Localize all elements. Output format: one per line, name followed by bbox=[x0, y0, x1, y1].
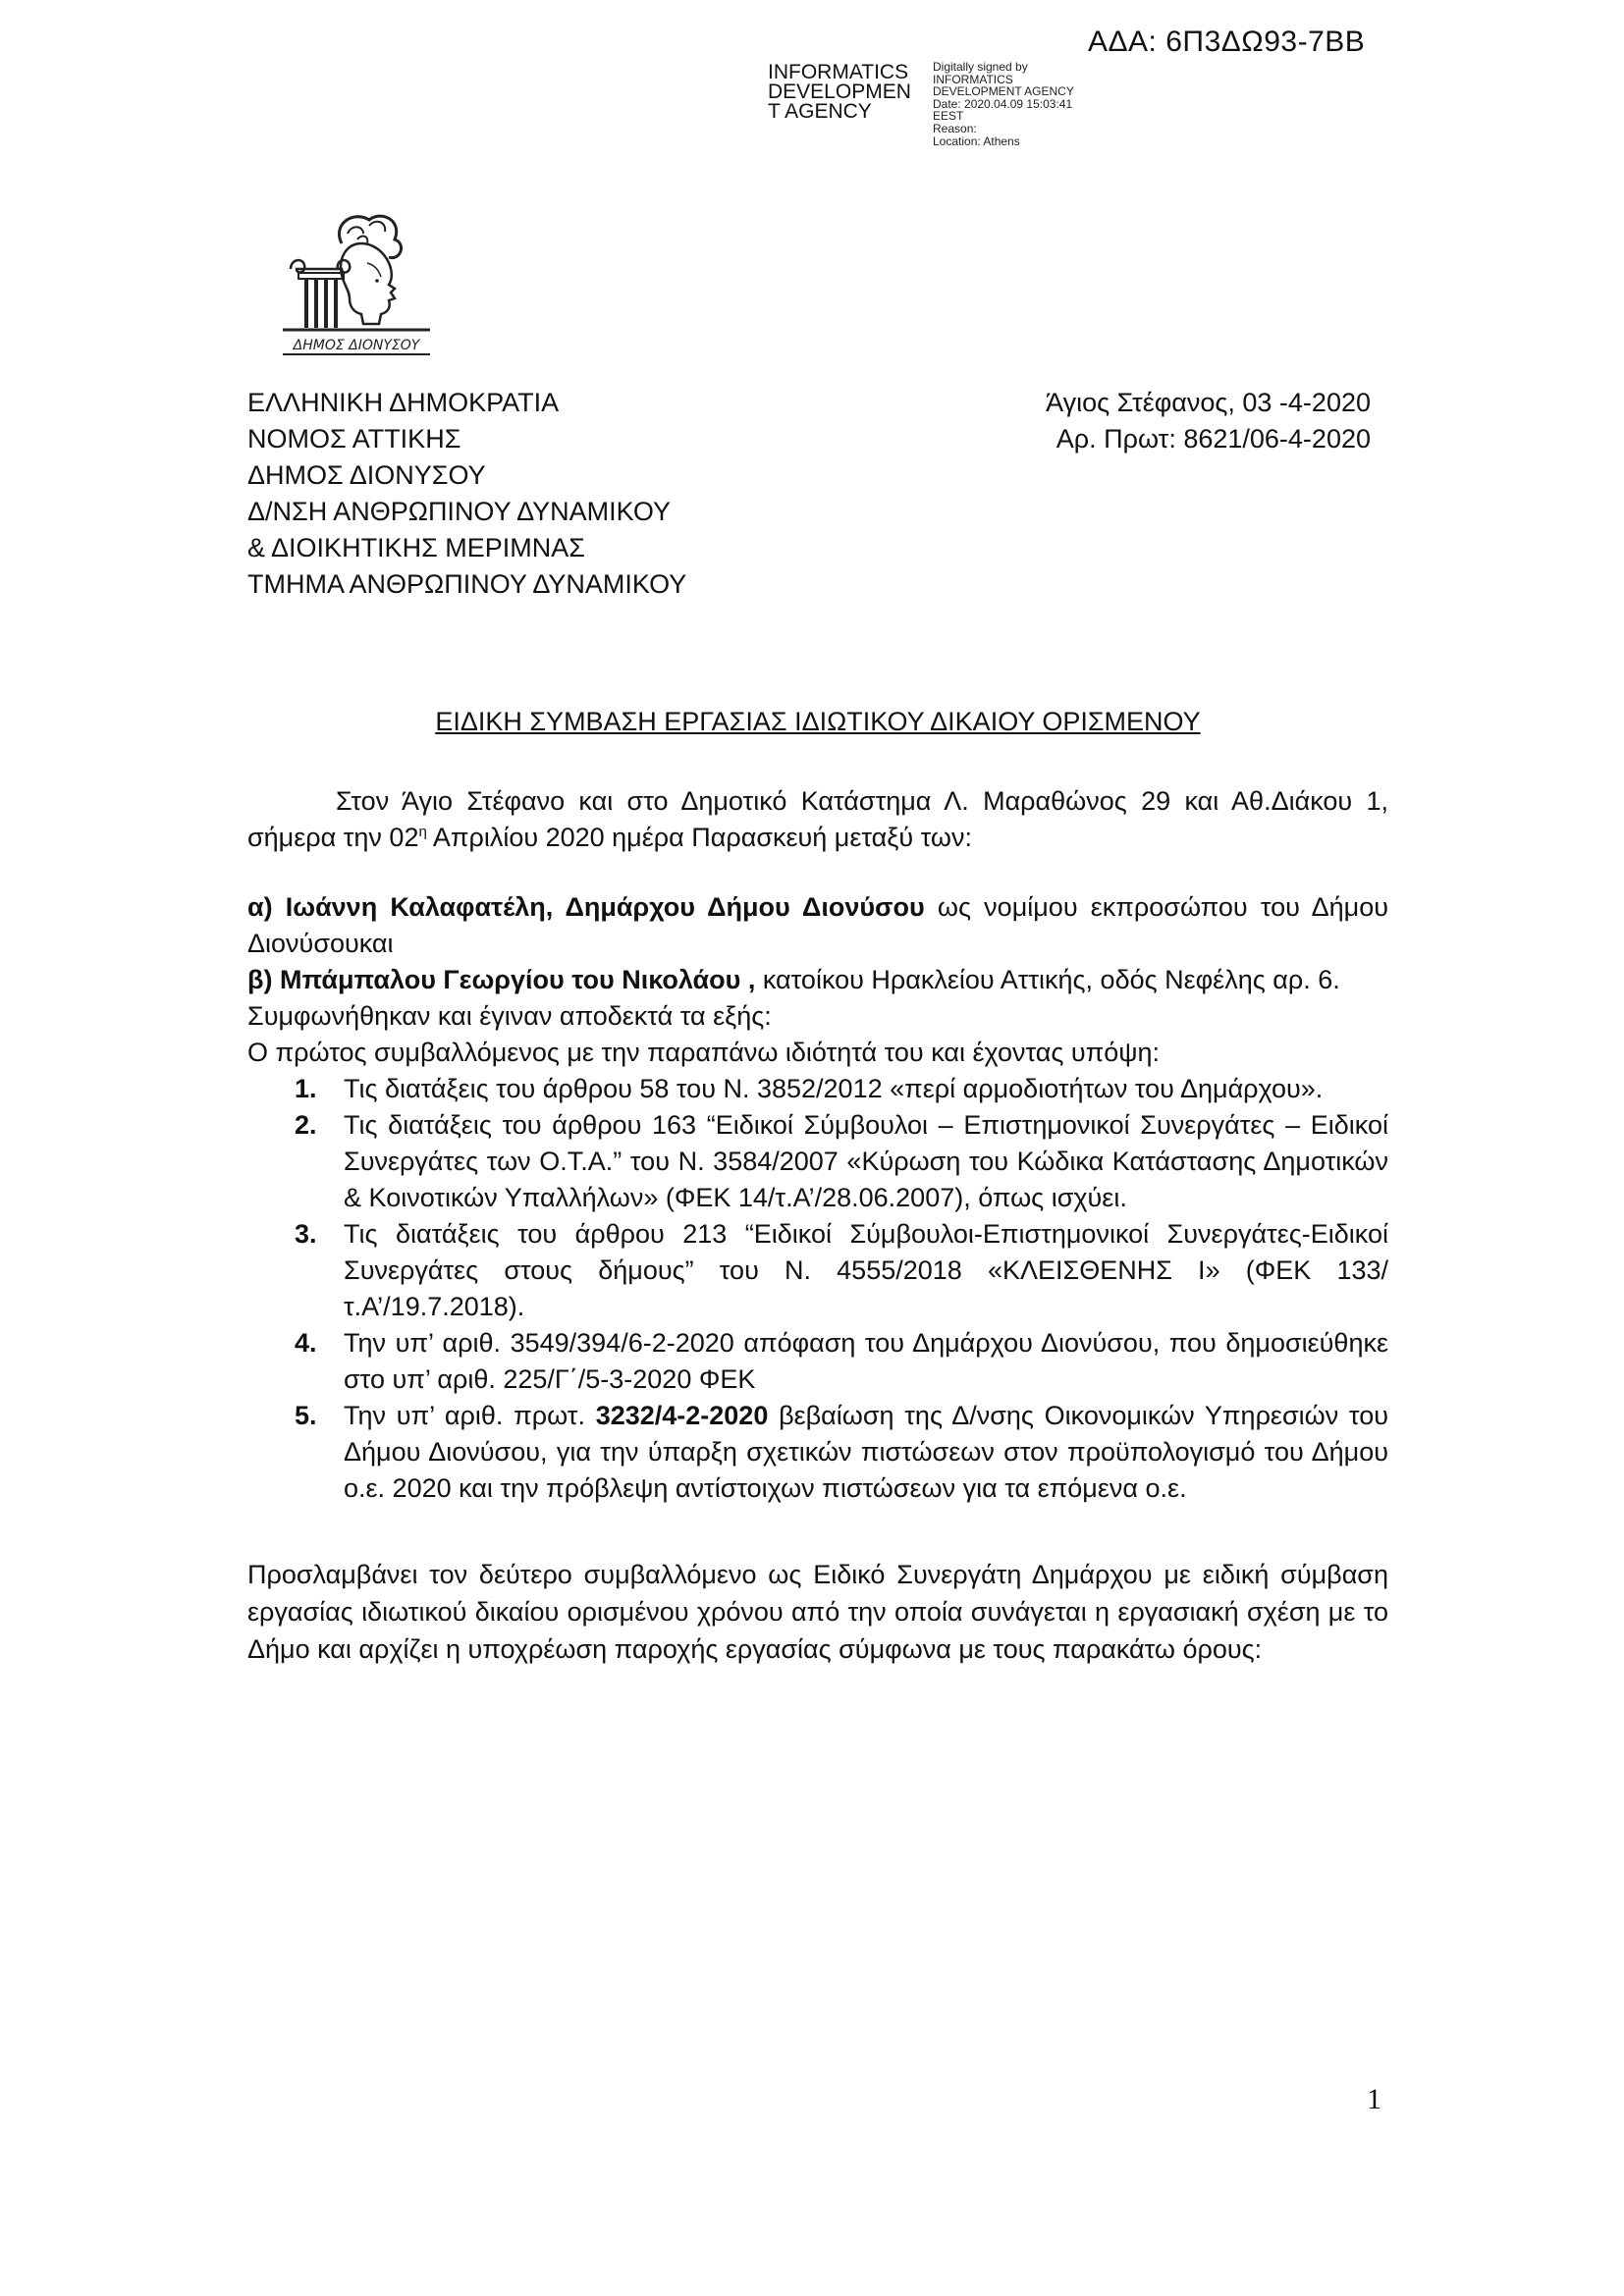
party-b-name: β) Μπάμπαλου Γεωργίου του Νικολάου , bbox=[247, 965, 756, 994]
document-title: ΕΙΔΙΚΗ ΣΥΜΒΑΣΗ ΕΡΓΑΣΙΑΣ ΙΔΙΩΤΙΚΟΥ ΔΙΚΑΙΟΥ ΟΡΙΣΜΕΝΟΥ bbox=[435, 707, 1201, 736]
considerations-list bbox=[247, 1071, 1388, 1507]
list-item-number: 5. bbox=[295, 1401, 317, 1430]
signature-info-line: DEVELOPMENT AGENCY bbox=[933, 84, 1074, 99]
list-item-text: Τις διατάξεις του άρθρου 58 του Ν. 3852/2012 «περί αρμοδιοτήτων του Δημάρχου». bbox=[344, 1074, 1324, 1103]
party-a-role: ως νομίμου εκπροσώπου του Δήμου Διονύσουκαι bbox=[247, 892, 1388, 958]
signature-org-line: DEVELOPMEN bbox=[768, 80, 911, 103]
list-item-text: Τις διατάξεις του άρθρου 163 “Ειδικοί Σύμβουλοι – Επιστημονικοί Συνεργάτες – Ειδικοί Συνεργάτες των Ο.Τ.Α.” του Ν. 3584/2007 «Κύρωση του Κώδικα Κατάστασης Δημοτικών & Κοινοτικών Υπαλλήλων» (ΦΕΚ 14/τ.Α’/28.06.2007), όπως ισχύει. bbox=[344, 1110, 1388, 1212]
list-item bbox=[247, 1325, 1388, 1398]
signature-organization bbox=[768, 63, 911, 122]
header-line: ΕΛΛΗΝΙΚΗ ΔΗΜΟΚΡΑΤΙΑ bbox=[247, 388, 560, 417]
header-line: ΝΟΜΟΣ ΑΤΤΙΚΗΣ bbox=[247, 424, 461, 454]
list-item-text: Την υπ’ αριθ. 3549/394/6-2-2020 απόφαση του Δημάρχου Διονύσου, που δημοσιεύθηκε στο υπ’ αριθ. 225/Γ΄/5-3-2020 ΦΕΚ bbox=[344, 1328, 1388, 1394]
page-number: 1 bbox=[1367, 2083, 1381, 2115]
header-line: ΤΜΗΜΑ ΑΝΘΡΩΠΙΝΟΥ ΔΥΝΑΜΙΚΟΥ bbox=[247, 569, 687, 599]
party-b bbox=[247, 962, 1388, 998]
closing-paragraph: Προσλαμβάνει τον δεύτερο συμβαλλόμενο ως Ειδικό Συνεργάτη Δημάρχου με ειδική σύμβαση εργασίας ιδιωτικού δικαίου ορισμένου χρόνου από την οποία συνάγεται η εργασιακή σχέση με το Δήμο και αρχίζει η υποχρέωση παροχής εργασίας σύμφωνα με τους παρακάτω όρους: bbox=[247, 1560, 1388, 1664]
list-item-number: 4. bbox=[295, 1328, 317, 1358]
issuer-header bbox=[247, 385, 686, 603]
list-item-text: Τις διατάξεις του άρθρου 213 “Ειδικοί Σύμβουλοι-Επιστημονικοί Συνεργάτες-Ειδικοί Συνεργάτες στους δήμους” του Ν. 4555/2018 «ΚΛΕΙΣΘΕΝΗΣ Ι» (ΦΕΚ 133/τ.Α’/19.7.2018). bbox=[344, 1219, 1388, 1321]
list-item-number: 2. bbox=[295, 1110, 317, 1140]
first-party-statement: Ο πρώτος συμβαλλόμενος με την παραπάνω ιδιότητά του και έχοντας υπόψη: bbox=[247, 1038, 1161, 1067]
intro-paragraph bbox=[247, 783, 1388, 856]
signature-info-line: Reason: bbox=[933, 121, 977, 135]
certificate-number: 3232/4-2-2020 bbox=[595, 1401, 769, 1430]
protocol-number: Αρ. Πρωτ: 8621/06-4-2020 bbox=[1056, 424, 1371, 454]
ada-code: ΑΔΑ: 6Π3ΔΩ93-7ΒΒ bbox=[1088, 26, 1366, 58]
signature-info-line: Date: 2020.04.09 15:03:41 bbox=[933, 96, 1073, 111]
list-item-number: 3. bbox=[295, 1219, 317, 1249]
signature-info-line: Location: Athens bbox=[933, 133, 1020, 148]
header-line: & ΔΙΟΙΚΗΤΙΚΗΣ ΜΕΡΙΜΝΑΣ bbox=[247, 533, 585, 562]
municipality-logo bbox=[273, 204, 440, 359]
document-date: Άγιος Στέφανος, 03 -4-2020 bbox=[1046, 388, 1371, 417]
logo-caption: ΔΗΜΟΣ ΔΙΟΝΥΣΟΥ bbox=[293, 338, 420, 353]
document-body bbox=[247, 783, 1388, 1668]
party-a bbox=[247, 889, 1388, 962]
intro-superscript: η bbox=[418, 824, 427, 840]
intro-text: Στον Άγιο Στέφανο και στο Δημοτικό Κατάστημα Λ. Μαραθώνος 29 και Αθ.Διάκου 1, σήμερα την 02 bbox=[247, 786, 1388, 852]
list-item bbox=[247, 1107, 1388, 1216]
list-item-number: 1. bbox=[295, 1074, 317, 1103]
date-protocol-block bbox=[943, 385, 1371, 457]
header-line: Δ/ΝΣΗ ΑΝΘΡΩΠΙΝΟΥ ΔΥΝΑΜΙΚΟΥ bbox=[247, 497, 671, 526]
list-item bbox=[247, 1216, 1388, 1325]
list-item bbox=[247, 1398, 1388, 1507]
header-line: ΔΗΜΟΣ ΔΙΟΝΥΣΟΥ bbox=[247, 460, 486, 490]
agreed-statement: Συμφωνήθηκαν και έγιναν αποδεκτά τα εξής: bbox=[247, 1001, 772, 1031]
signature-org-line: T AGENCY bbox=[768, 100, 872, 123]
signature-info-line: INFORMATICS bbox=[933, 72, 1013, 86]
party-a-name: α) Ιωάννη Καλαφατέλη, Δημάρχου Δήμου Διονύσου bbox=[247, 892, 925, 922]
signature-details bbox=[933, 61, 1074, 147]
party-b-address: κατοίκου Ηρακλείου Αττικής, οδός Νεφέλης αρ. 6. bbox=[755, 965, 1340, 994]
list-item-text-end: βεβαίωση της Δ/νσης Οικονομικών Υπηρεσιών του Δήμου Διονύσου, για την ύπαρξη σχετικών πιστώσεων στον προϋπολογισμό του Δήμου ο.ε. 2020 και την πρόβλεψη αντίστοιχων πιστώσεων για τα επόμενα ο.ε. bbox=[344, 1401, 1388, 1503]
signature-info-line: EEST bbox=[933, 109, 964, 124]
signature-org-line: INFORMATICS bbox=[768, 61, 909, 83]
list-item bbox=[247, 1071, 1388, 1107]
signature-info-line: Digitally signed by bbox=[933, 60, 1028, 74]
list-item-text: Την υπ’ αριθ. πρωτ. bbox=[344, 1401, 596, 1430]
intro-text-end: Απριλίου 2020 ημέρα Παρασκευή μεταξύ των: bbox=[426, 823, 973, 852]
